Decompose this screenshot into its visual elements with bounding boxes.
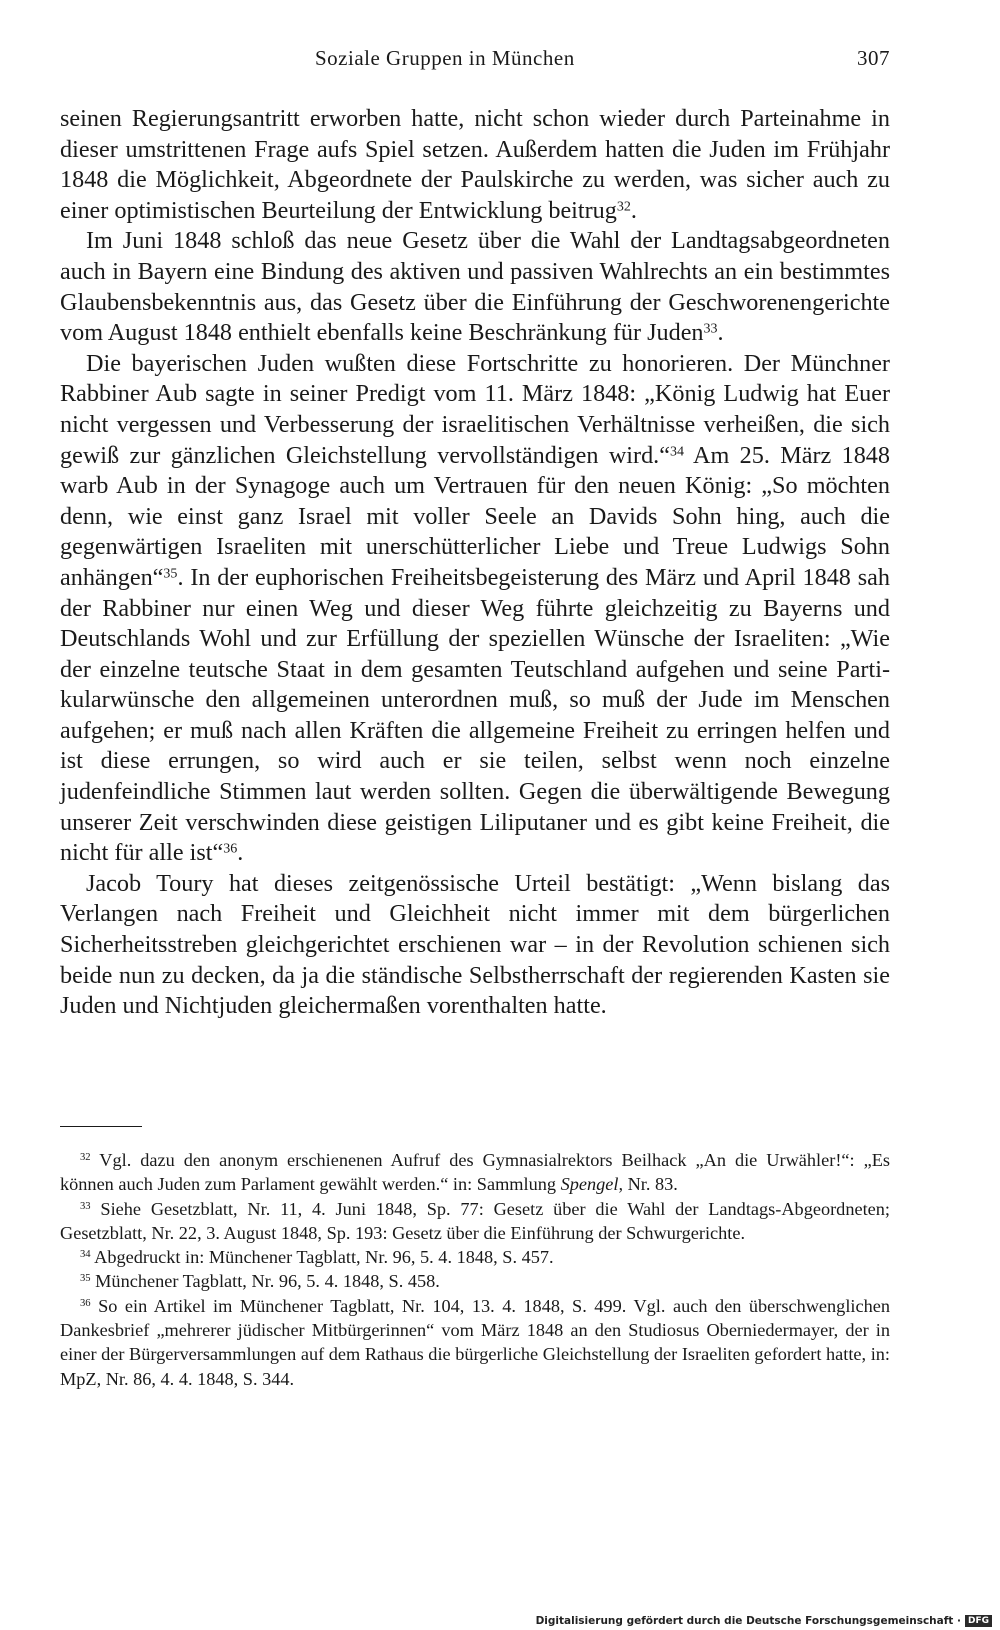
footnote-italic: Spengel, — [560, 1174, 624, 1195]
footnote-36 — [60, 1294, 890, 1391]
paragraph-4-text: Jacob Toury hat dieses zeitgenössische Urteil bestätigt: „Wenn bislang das Verlangen nach Freiheit und Gleichheit nicht immer mit dem bürgerlichen Sicherheitsstreben gleichgerichtet erschienen war – in der Revolution schienen sich beide nun zu decken, da ja die ständische Selbstherrschaft der regierenden Kasten sie Juden und Nichtjuden gleichermaßen vorenthalten hatte. — [60, 869, 890, 1020]
main-text — [60, 104, 890, 1022]
footnote-number: 36 — [80, 1297, 91, 1309]
footnote-ref-36[interactable]: 36 — [223, 840, 238, 857]
footnote-separator — [60, 1126, 142, 1127]
footnote-text: So ein Artikel im Münchener Tagblatt, Nr. 104, 13. 4. 1848, S. 499. Vgl. auch den überschwenglichen Dankesbrief „mehrerer jüdischer Mitbürgerinnen“ vom März 1848 an den Studiosus Oberniedermayer, der in einer der Bürgerversammlungen auf dem Rathaus die bürgerliche Gleichstellung der Israeliten gefordert hatte, in: MpZ, Nr. 86, 4. 4. 1848, S. 344. — [60, 1295, 890, 1389]
footnote-number: 33 — [80, 1200, 91, 1212]
footnote-35 — [60, 1269, 890, 1293]
footnote-number: 35 — [80, 1273, 91, 1285]
footnote-33 — [60, 1197, 890, 1246]
footnote-text: Siehe Gesetzblatt, Nr. 11, 4. Juni 1848, Sp. 77: Gesetz über die Wahl der Landtags-Abgeordneten; Gesetzblatt, Nr. 22, 3. August 1848, Sp. 193: Gesetz über die Einführung der Schwurgerichte. — [60, 1198, 890, 1243]
footnote-ref-35[interactable]: 35 — [163, 565, 178, 582]
paragraph-3-text-a: Die bayerischen Juden wußten diese Fortschritte zu honorieren. Der Münchner Rabbiner Aub sagte in seiner Predigt vom 11. März 1848: „König Ludwig hat Euer nicht vergessen und Verbesserung der israelitischen Verhältnisse verheißen, die sich gewiß zur gänzlichen Gleichstellung vervollständigen wird.“ — [60, 349, 890, 469]
footnotes — [60, 1148, 890, 1391]
footnote-text-tail: Nr. 83. — [623, 1174, 678, 1195]
paragraph-2-tail: . — [717, 319, 724, 347]
footnote-text: Vgl. dazu den anonym erschienenen Aufruf des Gymnasialrektors Beilhack „An die Urwähler!“: „Es können auch Juden zum Parlament gewählt werden.“ in: Sammlung — [60, 1150, 890, 1195]
paragraph-1-text: seinen Regierungsantritt erworben hatte, nicht schon wieder durch Parteinahme in dieser umstrittenen Frage aufs Spiel setzen. Außerdem hatten die Juden im Frühjahr 1848 die Möglichkeit, Abgeordnete der Paulskirche zu werden, was sicher auch zu einer optimistischen Beurteilung der Entwicklung beitrug — [60, 105, 890, 224]
footnote-ref-34[interactable]: 34 — [669, 442, 684, 459]
paragraph-3-text-c: . In der euphorischen Freiheitsbegeisterung des März und April 1848 sah der Rabbiner nur einen Weg und dieser Weg führte gleichzeitig zu Bayerns und Deutschlands Wohl und zur Erfüllung der speziellen Wünsche der Israeliten: „Wie der einzelne teutsche Staat in dem gesamten Teutschland aufgehen und seine Partikularwünsche den allgemeinen unterordnen muß, so muß der Jude im Menschen aufgehen; er muß nach allen Kräften die allgemeine Freiheit zu erringen helfen und ist diese errungen, so wird auch er sie teilen, selbst wenn noch einzelne judenfeindliche Stimmen laut werden sollten. Gegen die überwältigende Bewegung unserer Zeit verschwinden diese geistigen Liliputaner und es gibt keine Freiheit, die nicht für alle ist“ — [60, 563, 890, 867]
footnote-text: Münchener Tagblatt, Nr. 96, 5. 4. 1848, S. 458. — [90, 1271, 440, 1292]
credit-text: Digitalisierung gefördert durch die Deutsche Forschungsgemeinschaft · — [535, 1615, 961, 1627]
paragraph-3-tail: . — [237, 839, 244, 867]
footnote-32 — [60, 1148, 890, 1197]
footnote-text: Abgedruckt in: Münchener Tagblatt, Nr. 96, 5. 4. 1848, S. 457. — [90, 1247, 554, 1268]
paragraph-1-tail: . — [630, 196, 637, 224]
page-number: 307 — [857, 46, 890, 70]
footnote-number: 34 — [80, 1249, 91, 1261]
paragraph-1 — [60, 104, 890, 226]
paragraph-2 — [60, 226, 890, 348]
footnote-ref-33[interactable]: 33 — [703, 320, 718, 337]
dfg-logo-icon: DFG — [965, 1615, 992, 1627]
paragraph-3 — [60, 349, 890, 869]
footnote-number: 32 — [80, 1152, 91, 1164]
footnote-ref-32[interactable]: 32 — [616, 198, 631, 215]
paragraph-3-text-b: Am 25. März 1848 warb Aub in der Synagoge auch um Vertrauen für den neuen König: „So möchten denn, wie einst ganz Israel mit voller Seele an Davids Sohn hing, auch die gegenwärtigen Israeliten mit unerschütterlicher Liebe und Treue Ludwigs Sohn anhängen“ — [60, 441, 890, 591]
footnote-34 — [60, 1245, 890, 1269]
digitization-credit — [536, 1615, 992, 1627]
running-title: Soziale Gruppen in München — [315, 46, 575, 70]
paragraph-2-text: Im Juni 1848 schloß das neue Gesetz über die Wahl der Landtagsabgeordneten auch in Bayern eine Bindung des aktiven und passiven Wahlrechts an ein bestimmtes Glaubensbekenntnis aus, das Gesetz über die Einführung der Geschworenengerichte vom August 1848 enthielt ebenfalls keine Beschränkung für Juden — [60, 227, 890, 347]
paragraph-4 — [60, 869, 890, 1022]
